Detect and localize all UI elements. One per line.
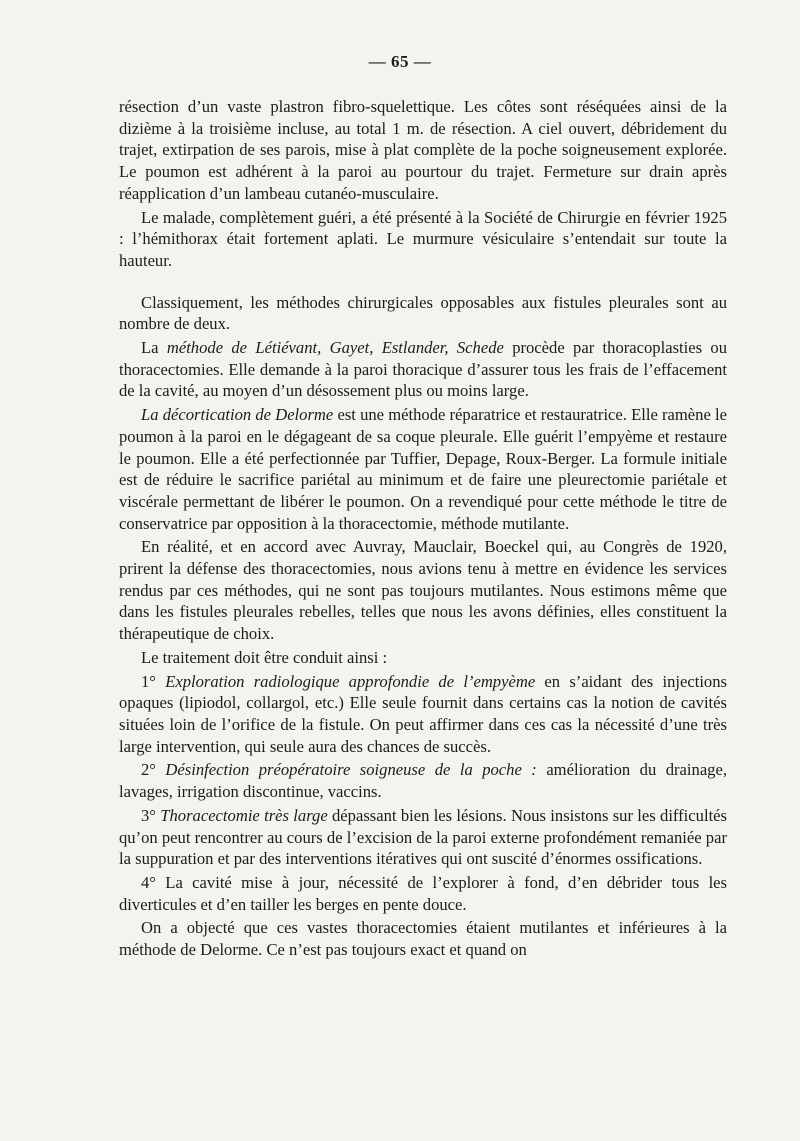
paragraph: 4° La cavité mise à jour, nécessité de l’explorer à fond, d’en débrider tous les diverticules et d’en tailler les berges en pente douce.: [119, 872, 727, 914]
emphasis: Désinfection préopératoire soigneuse de la poche :: [165, 760, 537, 780]
list-number: 1°: [141, 671, 166, 691]
paragraph-rest: en s’aidant des injections opaques (lipiodol, collargol, etc.) Elle seule fournit dans certains cas la notion de cavités situées loin de l’orifice de la fistule. On peut affirmer dans ces cas la nécessité d’une très large intervention, qui seule aura des chances de succès.: [119, 671, 727, 756]
emphasis: méthode de Létiévant, Gayet, Estlander, Schede: [166, 338, 504, 358]
list-number: 2°: [141, 760, 166, 780]
emphasis: La décortication de Delorme: [141, 405, 334, 425]
paragraph-rest: est une méthode réparatrice et restauratrice. Elle ramène le poumon à la paroi en le dégageant de sa coque pleurale. Elle guérit l’empyème et restaure le poumon. Elle a été perfectionnée par Tuffier, Depage, Roux-Berger. La formule initiale est de réduire le sacrifice pariétal au minimum et de faire une pleurectomie pariétale et viscérale permettant de libérer le poumon. On a revendiqué pour cette méthode le titre de conservatrice par opposition à la thoracectomie, méthode mutilante.: [119, 405, 727, 533]
paragraph: [119, 805, 727, 870]
paragraph: résection d’un vaste plastron fibro-squelettique. Les côtes sont réséquées ainsi de la dizième à la troisième incluse, au total 1 m. de résection. A ciel ouvert, débridement du trajet, extirpation de ses parois, mise à plat complète de la poche soigneusement explorée. Le poumon est adhérent à la paroi au pourtour du trajet. Fermeture sur drain après réapplication d’un lambeau cutanéo-musculaire.: [119, 97, 727, 203]
paragraph-rest: amélioration du drainage, lavages, irrigation discontinue, vaccins.: [119, 760, 727, 802]
paragraph: Le malade, complètement guéri, a été présenté à la Société de Chirurgie en février 1925 : l’hémithorax était fortement aplati. Le murmure vésiculaire s’entendait sur toute la hauteur.: [119, 207, 727, 270]
emphasis: Thoracectomie très large: [160, 805, 328, 825]
paragraph: [119, 671, 727, 758]
paragraph: Le traitement doit être conduit ainsi :: [141, 647, 388, 667]
paragraph: [119, 759, 727, 802]
emphasis: Exploration radiologique approfondie de l’empyème: [165, 671, 536, 691]
paragraph-rest: dépassant bien les lésions. Nous insistons sur les difficultés qu’on peut rencontrer au cours de l’excision de la paroi externe profondément remaniée par la suppuration et par des interventions itératives qui ont suscité d’énormes ossifications.: [119, 805, 727, 869]
list-number: 3°: [141, 805, 161, 825]
paragraph: En réalité, et en accord avec Auvray, Mauclair, Boeckel qui, au Congrès de 1920, prirent la défense des thoracectomies, nous avions tenu à mettre en évidence les services rendus par ces méthodes, qui ne sont pas toujours mutilantes. Nous estimons même que dans les fistules pleurales rebelles, telles que nous les avons définies, elles constituent la thérapeutique de choix.: [119, 537, 727, 644]
paragraph-rest: procède par thoracoplasties ou thoracectomies. Elle demande à la paroi thoracique d’assurer tous les frais de l’effacement de la cavité, au moyen d’un désossement plus ou moins large.: [119, 338, 728, 401]
paragraph: On a objecté que ces vastes thoracectomies étaient mutilantes et inférieures à la méthode de Delorme. Ce n’est pas toujours exact et quand on: [119, 918, 727, 960]
paragraph-lead: La: [141, 338, 167, 358]
paragraph: [119, 404, 727, 534]
body-text: [119, 96, 727, 961]
page-number: — 65 —: [368, 52, 432, 71]
paragraph: [119, 337, 727, 402]
paragraph: Classiquement, les méthodes chirurgicales opposables aux fistules pleurales sont au nombre de deux.: [119, 292, 727, 334]
